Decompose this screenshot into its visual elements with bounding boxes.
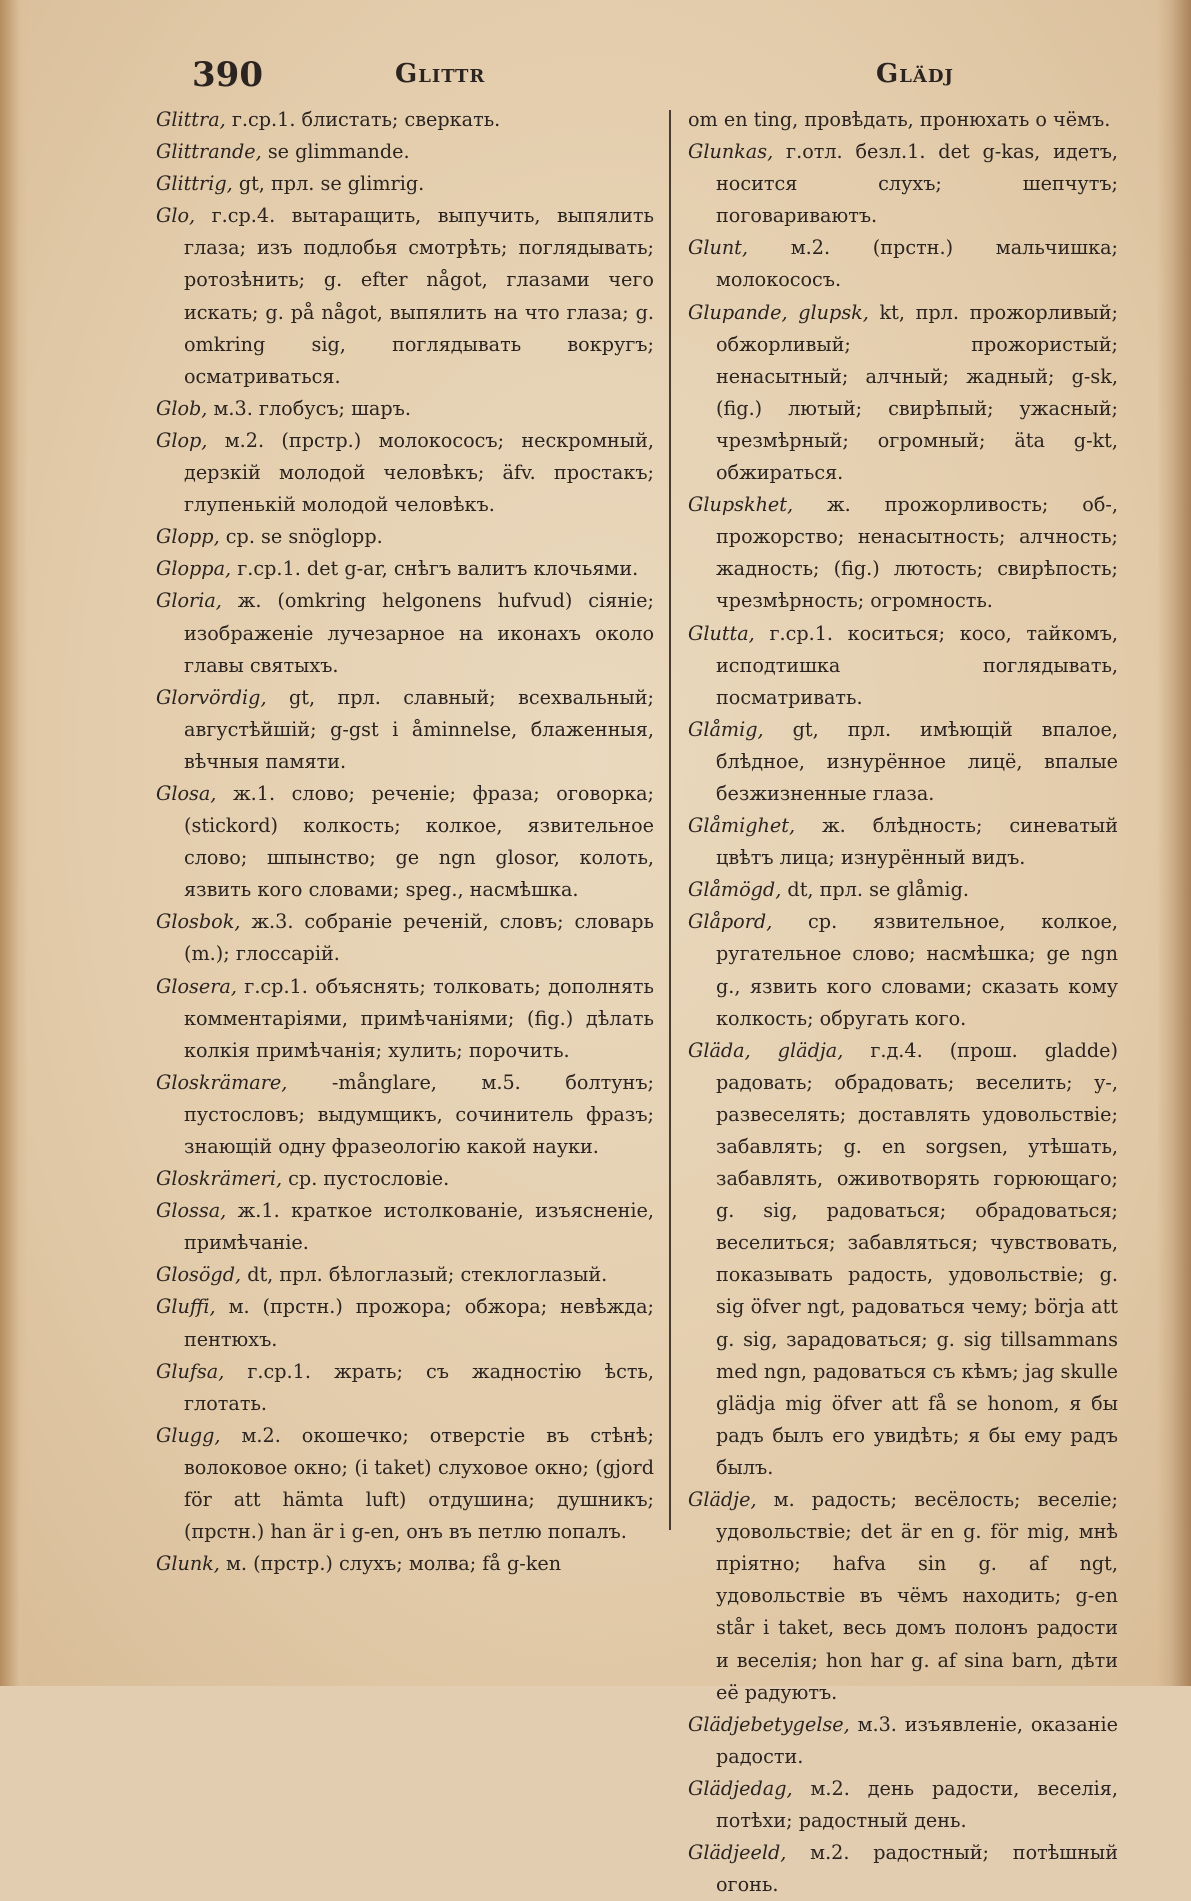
entry-headword: Glåpord, [688,910,773,934]
dictionary-entry [688,136,1118,232]
entry-definition: dt, прл. бѣлоглазый; стеклоглазый. [241,1263,608,1287]
entry-headword: Glädjedag, [688,1776,793,1800]
dictionary-entry [688,297,1118,490]
dictionary-entry [156,168,654,200]
dictionary-entry [156,1259,654,1291]
dictionary-entry [156,1195,654,1259]
dictionary-entry [156,1067,654,1163]
dictionary-entry [156,971,654,1067]
page-edge-right [1157,0,1191,1686]
dictionary-entry [688,104,1118,136]
entry-headword: Glugg, [156,1423,221,1447]
entry-headword: Glo, [156,204,196,228]
entry-headword: Gloria, [156,589,222,613]
entry-definition: ж. (omkring helgonens hufvud) сіяніе; изображеніе лучезарное на иконахъ около главы святыхъ. [184,589,654,677]
entry-headword: Glorvördig, [156,685,267,709]
entry-headword: Glosa, [156,781,217,805]
entry-headword: Glåmig, [688,717,764,741]
entry-headword: Glädjeeld, [688,1841,787,1865]
dictionary-entry [688,874,1118,906]
dictionary-entry [156,778,654,906]
entry-definition: м.2. день радости, веселія, потѣхи; радостный день. [716,1776,1118,1832]
entry-definition: г.ср.1. det g-ar, снѣгъ валитъ клочьями. [231,557,639,581]
entry-definition: -månglare, м.5. болтунъ; пустословъ; выдумщикъ, сочинитель фразъ; знающій одну фразеологію какой науки. [184,1070,654,1158]
entry-definition: om en ting, провѣдать, пронюхать о чёмъ. [688,108,1111,131]
dictionary-entry [156,104,654,136]
entry-definition: ж.3. собраніе реченій, словъ; словарь (m.); глоссарій. [184,910,654,966]
entry-definition: ж.1. слово; реченіе; фраза; оговорка; (stickord) колкость; колкое, язвительное слово; шпынство; ge ngn glosor, колоть, язвить кого словами; speg., насмѣшка. [184,781,654,902]
dictionary-entry [688,1773,1118,1837]
dictionary-entry [156,425,654,521]
dictionary-entry [156,553,654,585]
entry-definition: г.д.4. (прош. gladde) радовать; обрадовать; веселить; у-, развеселять; доставлять удовольствіе; забавлять; g. en sorgsen, утѣшать, забавлять, оживотворять горюющаго; g. sig, радоваться; обрадоваться; веселиться; забавляться; чувствовать, показывать радость, удовольствіе; g. sig öfver ngt, радоваться чему; börja att g. sig, зарадоваться; g. sig tillsammans med ngn, радоваться съ кѣмъ; jag skulle glädja mig öfver att få se honom, я бы радъ былъ его увидѣть; я бы ему радъ былъ. [716,1038,1119,1479]
entry-definition: г.ср.1. объяснять; толковать; дополнять комментаріями, примѣчаніями; (fig.) дѣлать колкія примѣчанія; хулить; порочить. [184,974,654,1062]
entry-headword: Glåmighet, [688,814,796,838]
dictionary-entry [688,1484,1118,1709]
dictionary-entry [156,200,654,393]
dictionary-entry [156,521,654,553]
page-number: 390 [192,55,263,95]
entry-headword: Glunkas, [688,140,774,164]
entry-headword: Glittra, [156,108,226,131]
entry-definition: м.2. (прстр.) молокососъ; нескромный, дерзкій молодой человѣкъ; äfv. простакъ; глупенькій молодой человѣкъ. [184,428,654,517]
dictionary-entry [688,232,1118,296]
entry-definition: dt, прл. se glåmig. [781,878,969,902]
page-edge-left [0,0,28,1686]
entry-headword: Glop, [156,428,208,452]
entry-definition: ж.1. краткое истолкованіе, изъясненіе, примѣчаніе. [184,1199,654,1255]
page-header [0,55,1191,105]
entry-headword: Glittrande, [156,140,262,164]
entry-definition: se glimmande. [261,140,410,164]
entry-definition: м. радость; весёлость; веселіе; удовольствіе; det är en g. för mig, мнѣ пріятно; hafva sin g. af ngt, удовольствіе въ чёмъ находить; g-en står i taket, весь домъ полонъ радости и веселія; hon har g. af sina barn, дѣти её радуютъ. [716,1488,1118,1704]
right-column [688,104,1119,1897]
entry-headword: Glosbok, [156,910,241,934]
entry-headword: Glunk, [156,1552,220,1576]
entry-headword: Glutta, [688,621,755,645]
entry-definition: м. (прстр.) слухъ; молва; få g-ken [219,1552,562,1576]
dictionary-entry [156,682,654,778]
entry-headword: Glossa, [156,1199,227,1223]
dictionary-entry [156,585,654,681]
entry-headword: Gloskrämeri, [156,1167,283,1191]
entry-headword: Glunt, [688,236,748,260]
dictionary-entry [688,906,1118,1034]
dictionary-entry [688,1709,1118,1773]
entry-definition: gt, прл. se glimrig. [232,172,425,196]
entry-definition: м. (прстн.) прожора; обжора; невѣжда; пентюхъ. [184,1295,654,1351]
entry-definition: ж. блѣдность; синеватый цвѣтъ лица; изнурённый видъ. [716,814,1118,870]
entry-definition: ср. язвительное, колкое, ругательное слово; насмѣшка; ge ngn g., язвить кого словами; сказать кому колкость; обругать кого. [716,910,1118,1030]
dictionary-entry [156,393,654,425]
entry-definition: gt, прл. имѣющій впалое, блѣдное, изнурённое лицё, впалые безжизненные глаза. [716,717,1118,805]
dictionary-entry [156,1548,654,1580]
entry-headword: Gloskrämare, [156,1070,288,1094]
entry-definition: м.3. изъявленіе, оказаніе радости. [716,1712,1118,1768]
dictionary-entry [688,618,1118,714]
dictionary-entry [688,810,1118,874]
entry-definition: ср. пустословіе. [282,1167,450,1191]
dictionary-entry [688,714,1118,810]
dictionary-entry [688,489,1118,617]
dictionary-entry [156,136,654,168]
entry-headword: Glob, [156,396,208,420]
left-column [156,104,654,1664]
entry-definition: м.3. глобусъ; шаръ. [207,396,411,420]
entry-definition: г.отл. безл.1. det g-kas, идетъ, носится слухъ; шепчутъ; поговариваютъ. [716,140,1118,228]
entry-definition: м.2. окошечко; отверстіе въ стѣнѣ; волоковое окно; (i taket) слуховое окно; (gjord för att hämta luft) отдушина; душникъ; (прстн.) han är i g-en, онъ въ петлю попалъ. [184,1423,654,1544]
running-head-right: Glädj [876,59,954,89]
entry-headword: Glopp, [156,525,220,549]
dictionary-entry [688,1837,1118,1901]
entry-headword: Glädjebetygelse, [688,1712,850,1736]
entry-headword: Glufsa, [156,1359,225,1383]
entry-headword: Gluffi, [156,1295,216,1319]
entry-headword: Glupskhet, [688,493,794,517]
entry-definition: kt, прл. прожорливый; обжорливый; прожористый; ненасытный; алчный; жадный; g-sk, (fig.) лютый; свирѣпый; ужасный; чрезмѣрный; огромный; äta g-kt, обжираться. [716,300,1118,485]
entry-definition: ж. прожорливость; об-, прожорство; ненасытность; алчность; жадность; (fig.) лютость; свирѣпость; чрезмѣрность; огромность. [716,493,1118,613]
dictionary-entry [156,1420,654,1548]
entry-definition: г.ср.4. вытаращить, выпучить, выпялить глаза; изъ подлобья смотрѣть; поглядывать; ротозѣнить; g. efter något, глазами чего искать; g. på något, выпялить на что глаза; g. omkring sig, поглядывать вокругъ; осматриваться. [184,204,654,388]
dictionary-entry [156,1163,654,1195]
dictionary-entry [156,906,654,970]
entry-headword: Glupande, glupsk, [688,300,869,324]
entry-headword: Glåmögd, [688,878,782,902]
entry-definition: ср. se snöglopp. [219,525,383,549]
entry-definition: м.2. (прстн.) мальчишка; молокососъ. [716,236,1118,292]
running-head-left: Glittr [395,59,486,89]
entry-definition: gt, прл. славный; всехвальный; августѣйшій; g-gst i åminnelse, блаженныя, вѣчныя памяти. [184,685,654,773]
entry-headword: Gloppa, [156,557,232,581]
entry-headword: Glittrig, [156,172,233,196]
entry-headword: Glädje, [688,1488,757,1512]
dictionary-entry [156,1356,654,1420]
dictionary-entry [688,1035,1118,1484]
column-divider [669,110,671,1530]
entry-headword: Gläda, glädja, [688,1038,844,1062]
entry-definition: г.ср.1. жрать; съ жадностію ѣсть, глотать. [184,1359,654,1415]
entry-definition: г.ср.1. коситься; косо, тайкомъ, исподтишка поглядывать, посматривать. [716,621,1118,709]
entry-definition: г.ср.1. блистать; сверкать. [225,108,501,131]
entry-headword: Glosögd, [156,1263,242,1287]
dictionary-entry [156,1291,654,1355]
entry-headword: Glosera, [156,974,237,998]
entry-definition: м.2. радостный; потѣшный огонь. [716,1841,1118,1897]
